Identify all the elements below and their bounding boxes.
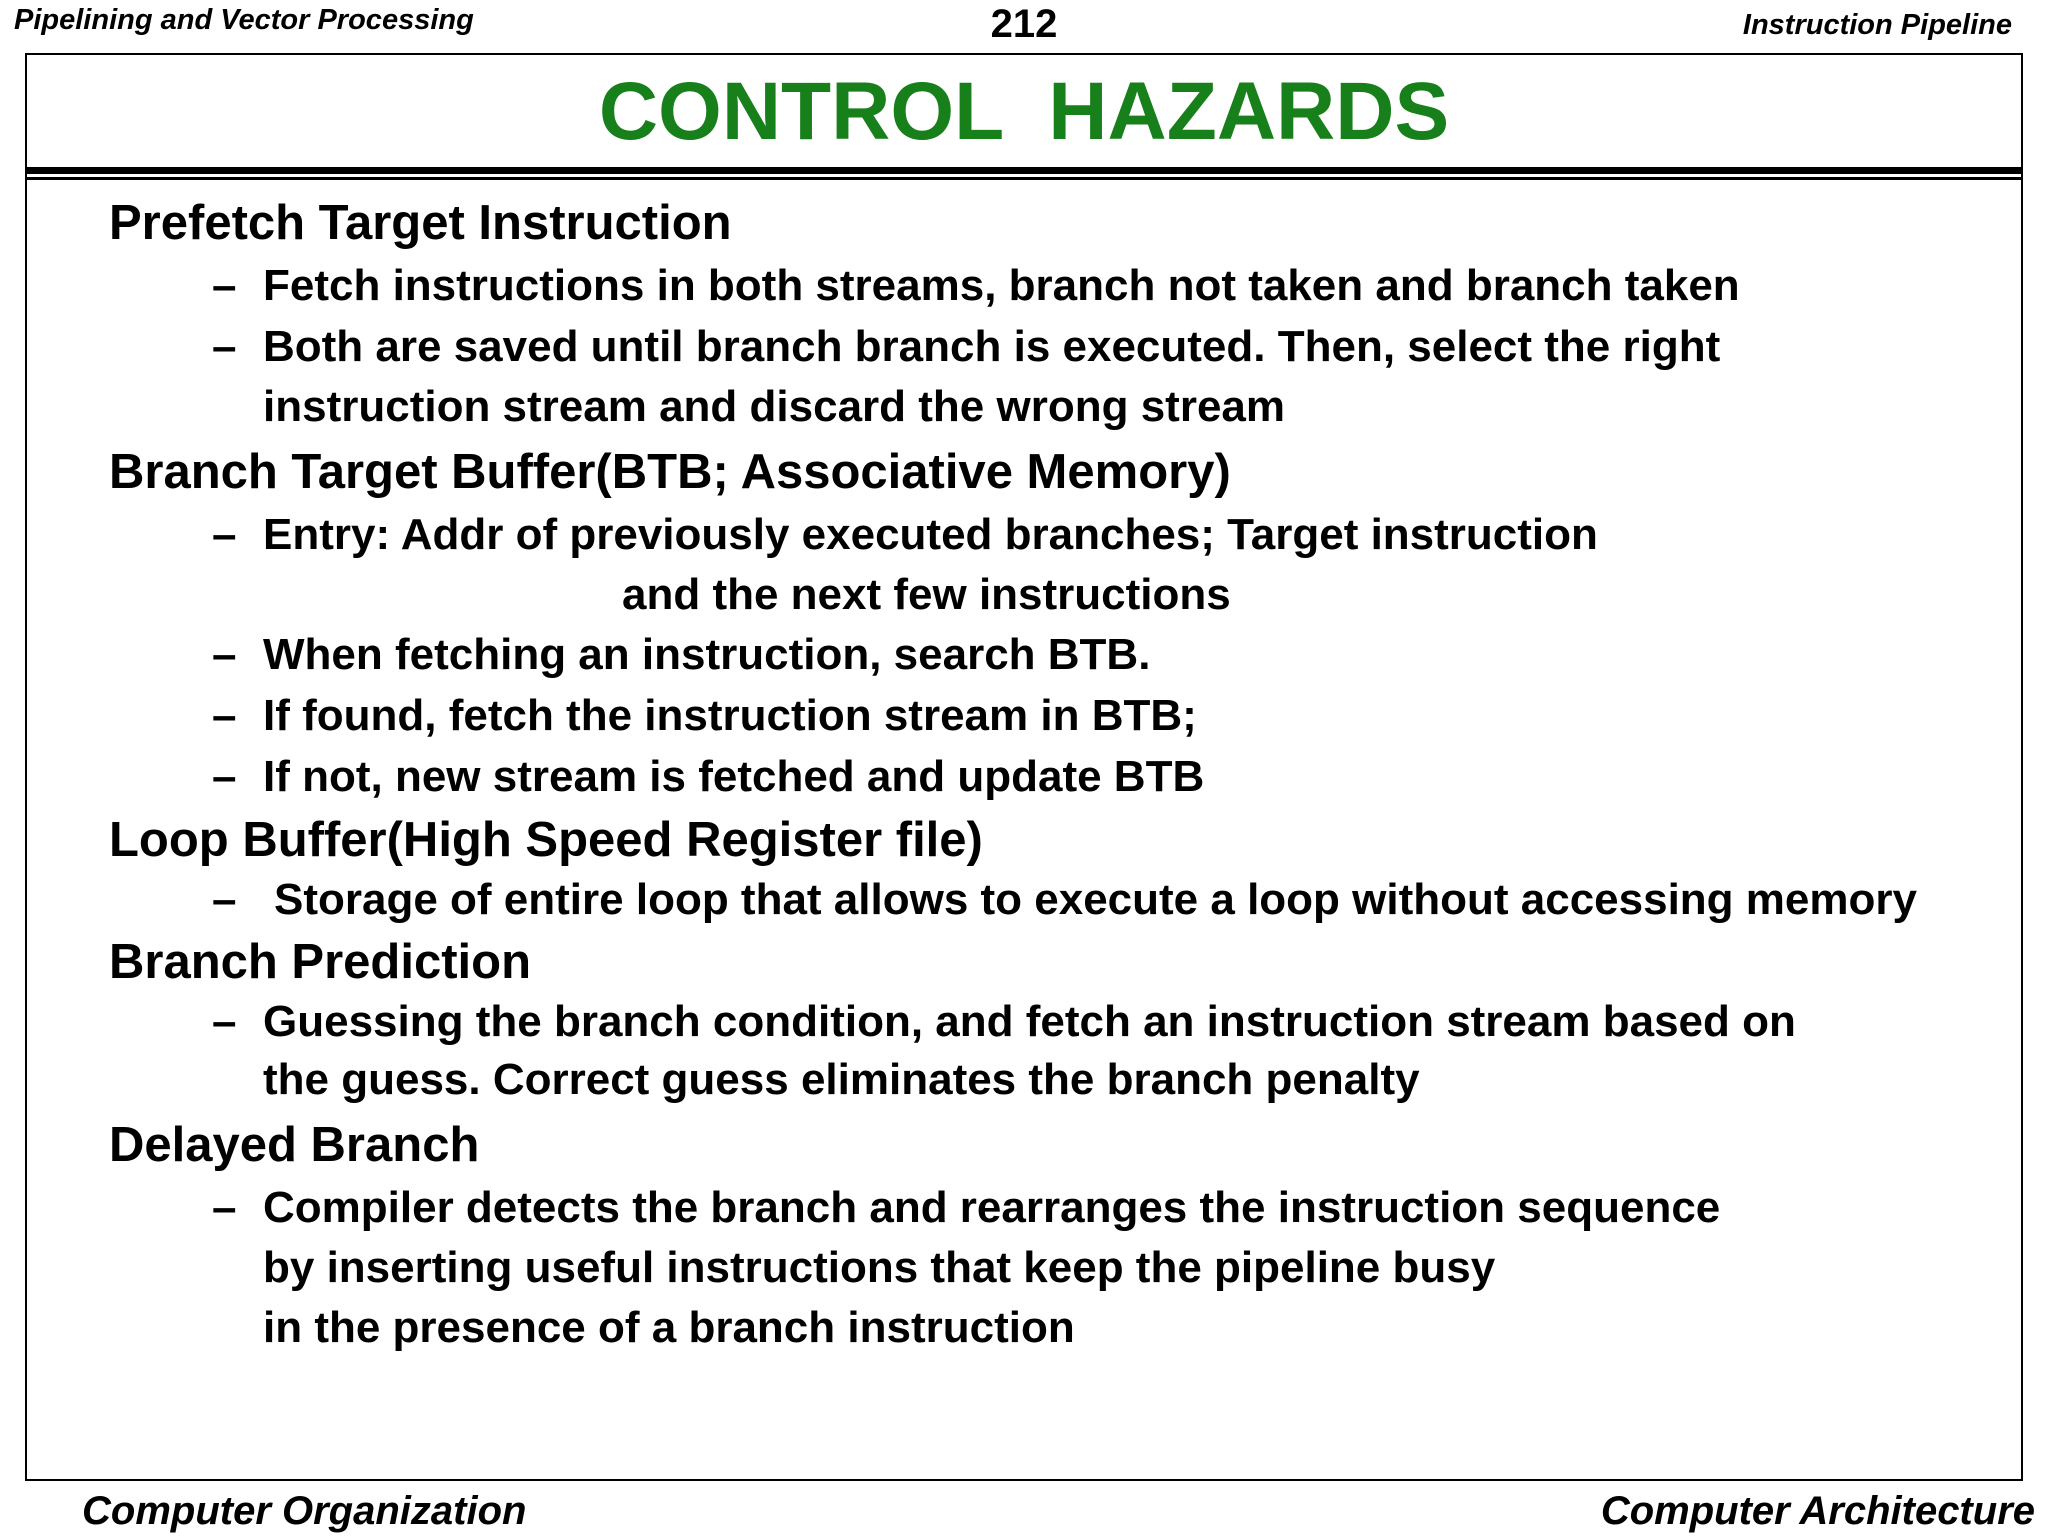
bullet-dash: –	[212, 875, 237, 924]
bullet-continuation: and the next few instructions	[622, 570, 1231, 619]
header-course-title: Pipelining and Vector Processing	[14, 4, 474, 36]
bullet-text: When fetching an instruction, search BTB.	[263, 630, 1151, 679]
bullet-continuation: in the presence of a branch instruction	[263, 1303, 1075, 1352]
bullet-continuation: instruction stream and discard the wrong stream	[263, 382, 1286, 431]
section-heading-prefetch: Prefetch Target Instruction	[109, 196, 732, 250]
page-number: 212	[990, 2, 1058, 46]
bullet-dash: –	[212, 997, 237, 1046]
bullet-dash: –	[212, 322, 237, 371]
section-heading-branch-prediction: Branch Prediction	[109, 935, 532, 989]
bullet-text: If not, new stream is fetched and update BTB	[263, 752, 1205, 801]
section-heading-loop-buffer: Loop Buffer(High Speed Register file)	[109, 813, 983, 867]
bullet-dash: –	[212, 630, 237, 679]
section-heading-delayed-branch: Delayed Branch	[109, 1118, 480, 1172]
header-section-title: Instruction Pipeline	[1742, 9, 2012, 41]
bullet-text: If found, fetch the instruction stream in BTB;	[263, 691, 1197, 740]
footer-right-label: Computer Architecture	[1600, 1489, 2035, 1533]
bullet-continuation: by inserting useful instructions that keep the pipeline busy	[263, 1243, 1496, 1292]
bullet-text: Guessing the branch condition, and fetch an instruction stream based on	[263, 997, 1796, 1046]
bullet-text: Fetch instructions in both streams, branch not taken and branch taken	[263, 261, 1740, 310]
bullet-dash: –	[212, 261, 237, 310]
bullet-continuation: the guess. Correct guess eliminates the branch penalty	[263, 1055, 1420, 1104]
bullet-dash: –	[212, 1183, 237, 1232]
title-divider-thin	[25, 177, 2023, 180]
bullet-dash: –	[212, 510, 237, 559]
title-divider-thick	[25, 167, 2023, 174]
bullet-text: Both are saved until branch branch is executed. Then, select the right	[263, 322, 1721, 371]
bullet-text: Compiler detects the branch and rearranges the instruction sequence	[263, 1183, 1721, 1232]
bullet-text: Storage of entire loop that allows to execute a loop without accessing memory	[274, 875, 1917, 924]
bullet-dash: –	[212, 691, 237, 740]
slide-title: CONTROL HAZARDS	[598, 66, 1450, 157]
bullet-text: Entry: Addr of previously executed branches; Target instruction	[263, 510, 1598, 559]
footer-left-label: Computer Organization	[82, 1489, 527, 1533]
section-heading-btb: Branch Target Buffer(BTB; Associative Memory)	[109, 445, 1231, 499]
bullet-dash: –	[212, 752, 237, 801]
